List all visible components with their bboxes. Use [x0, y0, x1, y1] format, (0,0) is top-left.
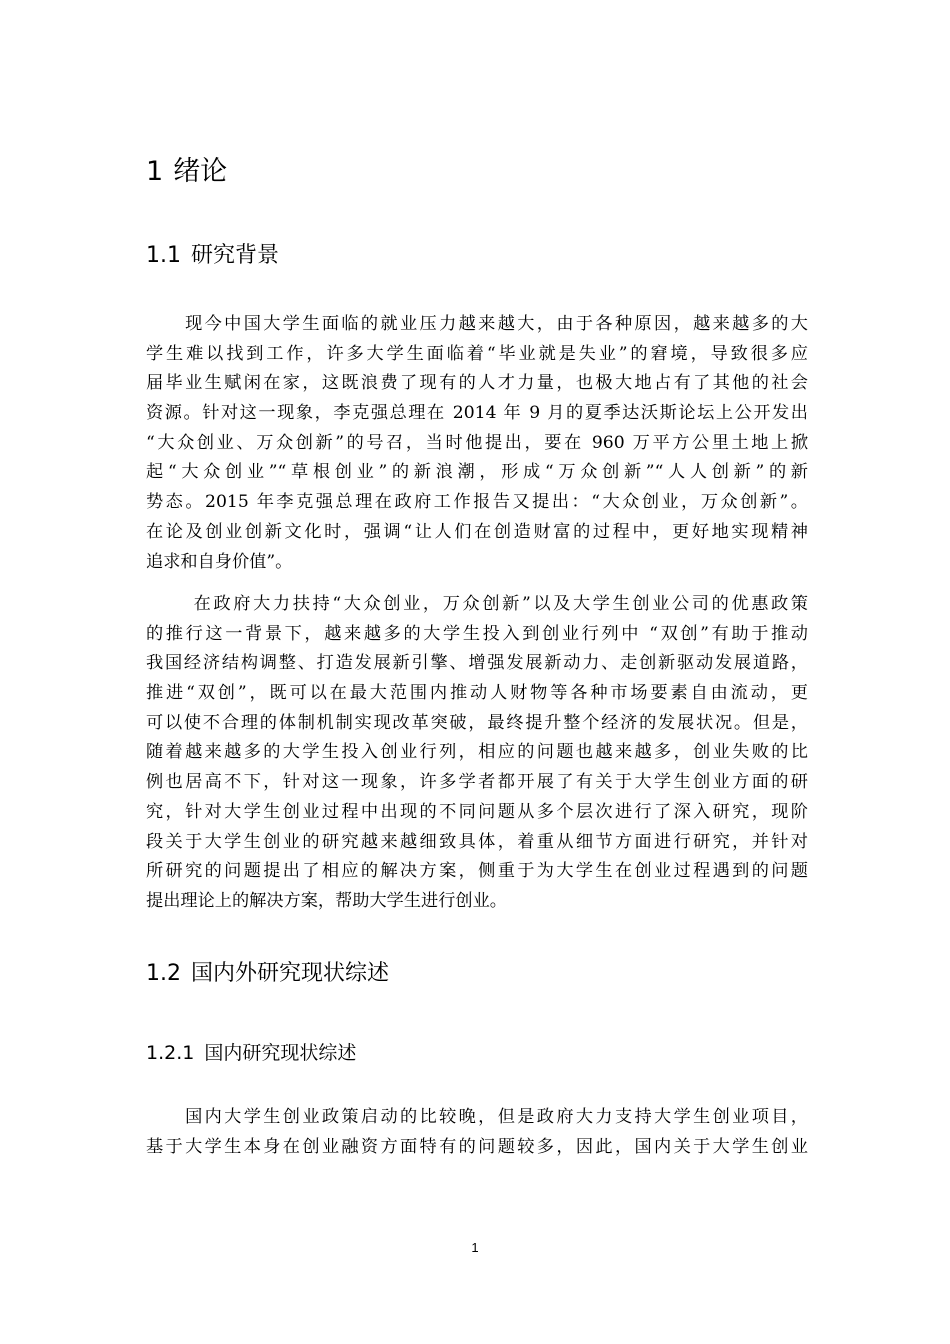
text-line: 起“大众创业”“草根创业”的新浪潮，形成“万众创新”“人人创新”的新 — [146, 462, 808, 483]
text-line: 段关于大学生创业的研究越来越细致具体，着重从细节方面进行研究，并针对 — [146, 831, 808, 852]
text-line: 基于大学生本身在创业融资方面特有的问题较多，因此，国内关于大学生创业 — [146, 1136, 808, 1157]
paragraph-domestic-research — [146, 1103, 808, 1162]
section-title: 研究背景 — [191, 243, 280, 268]
section-heading-1-2 — [146, 956, 389, 992]
chapter-title: 绪论 — [173, 156, 228, 187]
text-line: 届毕业生赋闲在家，这既浪费了现有的人才力量，也极大地占有了其他的社会 — [146, 373, 808, 394]
text-line: 究，针对大学生创业过程中出现的不同问题从多个层次进行了深入研究，现阶 — [146, 801, 808, 822]
text-line: 国内大学生创业政策启动的比较晚，但是政府大力支持大学生创业项目， — [146, 1107, 808, 1127]
chapter-heading — [146, 152, 227, 192]
text-line: 资源。针对这一现象，李克强总理在 2014 年 9 月的夏季达沃斯论坛上公开发出 — [146, 403, 808, 424]
paragraph-research-background — [146, 310, 808, 577]
section-heading-1-1 — [146, 238, 279, 274]
section-number: 1.1 — [146, 243, 181, 268]
text-line: 在政府大力扶持“大众创业，万众创新”以及大学生创业公司的优惠政策 — [146, 594, 808, 614]
text-line: 随着越来越多的大学生投入创业行列，相应的问题也越来越多，创业失败的比 — [146, 742, 808, 763]
text-line: 势态。2015 年李克强总理在政府工作报告又提出：“大众创业，万众创新”。 — [146, 492, 808, 513]
text-line: 推进“双创”，既可以在最大范围内推动人财物等各种市场要素自由流动，更 — [146, 683, 808, 704]
text-line: 现今中国大学生面临的就业压力越来越大，由于各种原因，越来越多的大 — [146, 314, 808, 334]
text-line: 所研究的问题提出了相应的解决方案，侧重于为大学生在创业过程遇到的问题 — [146, 861, 808, 882]
page-number: 1 — [471, 1240, 479, 1255]
subsection-number: 1.2.1 — [146, 1042, 195, 1064]
subsection-title: 国内研究现状综述 — [204, 1042, 357, 1064]
subsection-heading-1-2-1 — [146, 1037, 356, 1069]
section-number: 1.2 — [146, 961, 181, 986]
text-line: 例也居高不下，针对这一现象，许多学者都开展了有关于大学生创业方面的研 — [146, 772, 808, 793]
text-line: 可以使不合理的体制机制实现改革突破，最终提升整个经济的发展状况。但是， — [146, 712, 808, 733]
text-line: 的推行这一背景下，越来越多的大学生投入到创业行列中 “双创”有助于推动 — [146, 623, 808, 644]
text-line: 学生难以找到工作，许多大学生面临着“毕业就是失业”的窘境，导致很多应 — [146, 343, 808, 364]
text-line: 我国经济结构调整、打造发展新引擎、增强发展新动力、走创新驱动发展道路， — [146, 653, 808, 674]
paragraph-policy-context — [146, 590, 808, 917]
text-line: 追求和自身价值”。 — [146, 551, 293, 572]
chapter-number: 1 — [146, 156, 164, 187]
text-line: 提出理论上的解决方案，帮助大学生进行创业。 — [146, 890, 507, 911]
text-line: “大众创业、万众创新”的号召，当时他提出，要在 960 万平方公里土地上掀 — [146, 432, 808, 453]
section-title: 国内外研究现状综述 — [191, 961, 390, 986]
text-line: 在论及创业创新文化时，强调“让人们在创造财富的过程中，更好地实现精神 — [146, 521, 808, 542]
